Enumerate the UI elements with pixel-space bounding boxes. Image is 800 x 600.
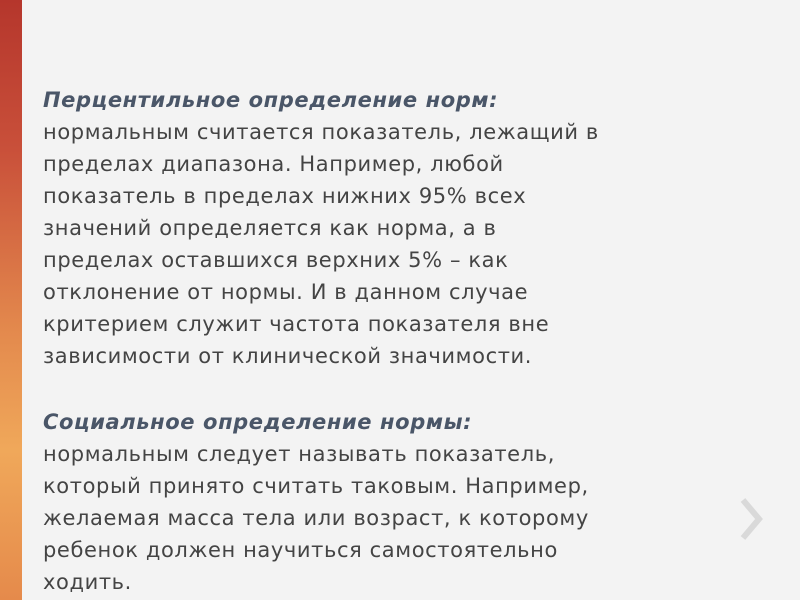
section-heading: Социальное определение нормы: bbox=[43, 410, 473, 434]
text-line: нормальным считается показатель, лежащий в bbox=[43, 120, 599, 144]
text-line: нормальным следует называть показатель, bbox=[43, 442, 555, 466]
section-gap bbox=[43, 372, 773, 406]
text-line: отклонение от нормы. И в данном случае bbox=[43, 280, 529, 304]
section-social bbox=[43, 406, 773, 598]
slide-content bbox=[43, 84, 773, 598]
section-heading: Перцентильное определение норм: bbox=[43, 88, 499, 112]
accent-side-bar bbox=[0, 0, 22, 600]
text-line: ходить. bbox=[43, 570, 132, 594]
text-line: пределах диапазона. Например, любой bbox=[43, 152, 504, 176]
text-line: желаемая масса тела или возраст, к которому bbox=[43, 506, 589, 530]
text-line: зависимости от клинической значимости. bbox=[43, 344, 533, 368]
text-line: который принято считать таковым. Например, bbox=[43, 474, 589, 498]
text-line: ребенок должен научиться самостоятельно bbox=[43, 538, 558, 562]
chevron-right-icon bbox=[736, 497, 766, 541]
next-slide-button[interactable] bbox=[736, 497, 766, 541]
text-line: показатель в пределах нижних 95% всех bbox=[43, 184, 527, 208]
section-percentile bbox=[43, 84, 773, 372]
text-line: критерием служит частота показателя вне bbox=[43, 312, 550, 336]
text-line: пределах оставшихся верхних 5% – как bbox=[43, 248, 509, 272]
text-line: значений определяется как норма, а в bbox=[43, 216, 497, 240]
